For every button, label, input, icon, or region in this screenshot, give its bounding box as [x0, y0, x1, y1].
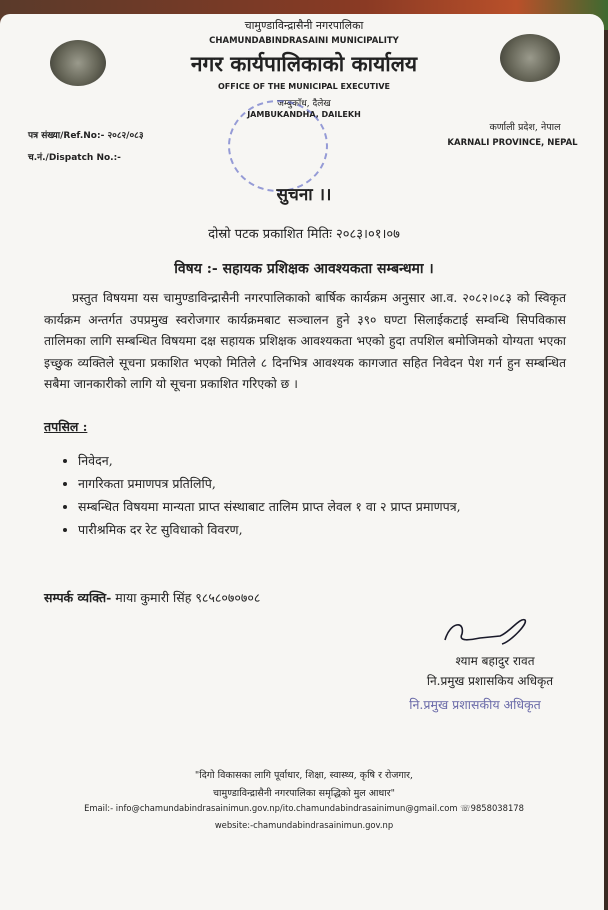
location-np: जम्बुकाँध, दैलेख: [277, 99, 331, 109]
notice-title: सुचना ।।: [276, 185, 332, 205]
list-item: • निवेदन,: [78, 449, 461, 472]
footer-slogan-line1: "दिगो विकासका लागि पूर्वाधार, शिक्षा, स्वास्थ्य, कृषि र रोजगार,: [194, 770, 414, 781]
list-item: • नागरिकता प्रमाणपत्र प्रतिलिपि,: [78, 472, 461, 495]
signatory-name: श्याम बहादुर रावत: [455, 654, 535, 668]
details-heading: तपसिल :: [44, 419, 88, 434]
published-date: दोस्रो पटक प्रकाशित मितिः २०८३।०१।०७: [208, 227, 400, 242]
footer-website: website:-chamundabindrasainimun.gov.np: [214, 820, 394, 830]
office-seal-stamp: [228, 100, 328, 192]
notice-subject: विषय :- सहायक प्रशिक्षक आवश्यकता सम्बन्धमा ।: [174, 261, 434, 277]
office-name-en: OFFICE OF THE MUNICIPAL EXECUTIVE: [217, 82, 390, 91]
location-en: JAMBUKANDHA, DAILEKH: [247, 110, 361, 119]
municipality-name-en: CHAMUNDABINDRASAINI MUNICIPALITY: [209, 36, 399, 46]
footer-email-phone: Email:- info@chamundabindrasainimun.gov.np/ito.chamundabindrasainimun@gmail.com ☏9858038178: [84, 803, 524, 813]
handwritten-signature: [440, 612, 530, 652]
contact-label: सम्पर्क व्यक्ति-: [44, 590, 112, 605]
municipality-name-np: चामुण्डाविन्द्रासैनी नगरपालिका: [244, 19, 364, 32]
province-np: कर्णाली प्रदेश, नेपाल: [489, 122, 561, 133]
reference-number: पत्र संख्या/Ref.No:- २०८२/०८३: [28, 131, 144, 141]
designation-stamp: नि.प्रमुख प्रशासकीय अधिकृत: [409, 697, 541, 712]
dispatch-number: च.नं./Dispatch No.:-: [28, 153, 121, 163]
office-name-np: नगर कार्यपालिकाको कार्यालय: [190, 51, 418, 76]
list-item: • पारीश्रमिक दर रेट सुविधाको विवरण,: [78, 518, 461, 541]
footer-slogan-line2: चामुण्डाविन्द्रासैनी नगरपालिका समृद्धिको मुल आधार": [213, 788, 395, 799]
contact-person: माया कुमारी सिंह ९८५८०७०७०८: [115, 590, 261, 605]
notice-body: प्रस्तुत विषयमा यस चामुण्डाविन्द्रासैनी नगरपालिकाको बार्षिक कार्यक्रम अनुसार आ.व. २०८२।०८३ को स्विकृत कार्यक्रम अन्तर्गत उपप्रमुख स्वरोजगार कार्यक्रमबाट सञ्चालन हुने ३९० घण्टा सिलाईकटाई सम्वन्धि सिपविकास तालिमका लागि सम्बन्धित विषयमा दक्ष सहायक प्रशिक्षक आवश्यकता भएको हुदा तपशिल बमोजिमको योग्यता भएका इच्छुक व्यक्तिले सूचना प्रकाशित भएको मितिले ८ दिनभित्र आवश्यक कागजात सहित निवेदन पेश गर्न हुन सम्बन्धित सबैमा जानकारीको लागि यो सूचना प्रकाशित गरिएको छ ।: [44, 291, 566, 391]
list-item: • सम्बन्धित विषयमा मान्यता प्राप्त संस्थाबाट तालिम प्राप्त लेवल १ वा २ प्राप्त प्रमाणपत्र,: [78, 495, 461, 518]
requirements-list: [60, 449, 461, 541]
signatory-designation: नि.प्रमुख प्रशासकिय अधिकृत: [426, 674, 554, 688]
province-en: KARNALI PROVINCE, NEPAL: [447, 138, 578, 148]
